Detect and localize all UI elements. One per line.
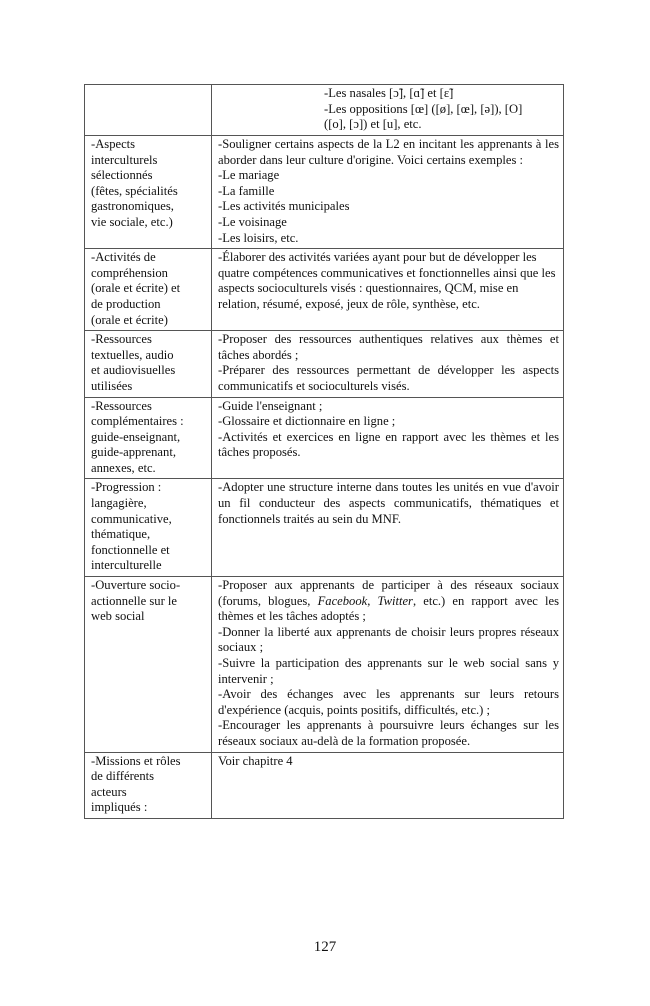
label-line: -Missions et rôles bbox=[91, 753, 181, 768]
row-label-cell bbox=[85, 752, 212, 818]
row-label-cell bbox=[85, 136, 212, 249]
label-line: vie sociale, etc.) bbox=[91, 214, 173, 229]
row-label-cell bbox=[85, 397, 212, 479]
row-label-cell bbox=[85, 577, 212, 753]
content-paragraph bbox=[218, 578, 559, 625]
label-line: -Progression : bbox=[91, 480, 162, 495]
label-line: acteurs bbox=[91, 784, 127, 799]
content-paragraph: -Le mariage bbox=[218, 168, 280, 183]
content-paragraph: -Suivre la participation des apprenants sur le web social sans y intervenir ; bbox=[218, 656, 559, 686]
label-line: langagière, bbox=[91, 496, 147, 511]
phonetics-oppositions: -Les oppositions [œ] ([ø], [œ], [ə]), [O] bbox=[324, 101, 523, 116]
row-content-cell bbox=[212, 479, 564, 577]
content-paragraph: -Donner la liberté aux apprenants de choisir leurs propres réseaux sociaux ; bbox=[218, 624, 559, 655]
label-line: complémentaires : bbox=[91, 414, 184, 429]
row-label-cell bbox=[85, 249, 212, 331]
row-label-cell bbox=[85, 479, 212, 577]
table-row bbox=[85, 752, 564, 818]
row-label-cell bbox=[85, 331, 212, 397]
text-run: -Proposer aux apprenants de participer à des réseaux sociaux (forums, blogues, bbox=[218, 578, 559, 608]
table-row bbox=[85, 577, 564, 753]
text-run: , etc.) en rapport avec les thèmes et les tâches adoptés ; bbox=[218, 593, 559, 624]
label-line: -Ressources bbox=[91, 398, 152, 413]
label-line: sélectionnés bbox=[91, 168, 153, 183]
label-line: -Aspects bbox=[91, 137, 136, 151]
facebook-text: Facebook bbox=[317, 593, 368, 608]
table-row bbox=[85, 249, 564, 331]
table-row bbox=[85, 136, 564, 249]
content-paragraph: -Souligner certains aspects de la L2 en incitant les apprenants à les aborder dans leur culture d'origine. Voici certains exemples : bbox=[218, 137, 559, 167]
phonetics-nasales: -Les nasales [ɔ̃], [ɑ̃] et [ɛ̃] bbox=[324, 86, 454, 100]
label-line: -Activités de bbox=[91, 250, 156, 265]
content-paragraph: -Préparer des ressources permettant de développer les aspects communicatifs et socioculturels visés. bbox=[218, 363, 559, 393]
content-paragraph: -Proposer des ressources authentiques relatives aux thèmes et tâches abordés ; bbox=[218, 332, 559, 362]
table-row bbox=[85, 479, 564, 577]
label-line: (orale et écrite) bbox=[91, 312, 168, 327]
content-paragraph: -Encourager les apprenants à poursuivre leurs échanges sur les réseaux sociaux au-delà de la formation proposée. bbox=[218, 718, 559, 748]
label-line: interculturels bbox=[91, 152, 158, 167]
label-line: gastronomiques, bbox=[91, 199, 174, 214]
row-content-cell bbox=[212, 752, 564, 818]
row-content-cell bbox=[212, 136, 564, 249]
row-content-cell bbox=[212, 397, 564, 479]
label-line: fonctionnelle et bbox=[91, 542, 170, 557]
label-line: thématique, bbox=[91, 527, 151, 542]
label-line: (fêtes, spécialités bbox=[91, 183, 178, 198]
phonetics-oppositions-cont: ([o], [ɔ]) et [u], etc. bbox=[324, 117, 422, 132]
label-line: et audiovisuelles bbox=[91, 363, 176, 378]
row-content-cell bbox=[212, 85, 564, 136]
label-line: utilisées bbox=[91, 378, 133, 393]
content-paragraph: -Guide l'enseignant ; bbox=[218, 398, 323, 413]
content-paragraph: Voir chapitre 4 bbox=[218, 753, 293, 768]
page-number: 127 bbox=[313, 939, 337, 955]
label-line: impliqués : bbox=[91, 800, 148, 815]
content-paragraph: -La famille bbox=[218, 183, 275, 198]
content-paragraph: -Avoir des échanges avec les apprenants sur leurs retours d'expérience (acquis, points positifs, difficultés, etc.) ; bbox=[218, 687, 559, 717]
content-table bbox=[84, 84, 564, 819]
label-line: guide-enseignant, bbox=[91, 429, 181, 444]
label-line: web social bbox=[91, 609, 145, 624]
row-content-cell bbox=[212, 331, 564, 397]
label-line: -Ouverture socio- bbox=[91, 578, 181, 593]
content-paragraph: -Élaborer des activités variées ayant pour but de développer les quatre compétences communicatives et fonctionnelles ainsi que les aspects socioculturels visés : questionnaires, QCM, mise en relation, résumé, exposé, jeux de rôle, synthèse, etc. bbox=[218, 250, 556, 311]
table-row bbox=[85, 331, 564, 397]
content-paragraph: -Glossaire et dictionnaire en ligne ; bbox=[218, 414, 396, 429]
table-row bbox=[85, 397, 564, 479]
label-line: actionnelle sur le bbox=[91, 593, 178, 608]
label-line: communicative, bbox=[91, 511, 172, 526]
label-line: de production bbox=[91, 296, 161, 311]
label-line: compréhension bbox=[91, 265, 168, 280]
content-paragraph: -Activités et exercices en ligne en rapport avec les thèmes et les tâches proposés. bbox=[218, 429, 559, 460]
label-line: textuelles, audio bbox=[91, 347, 174, 362]
content-paragraph: -Adopter une structure interne dans toutes les unités en vue d'avoir un fil conducteur des aspects communicatifs, thématiques et fonctionnels traités au sein du MNF. bbox=[218, 480, 559, 526]
row-content-cell bbox=[212, 249, 564, 331]
row-content-cell bbox=[212, 577, 564, 753]
label-line: de différents bbox=[91, 769, 155, 784]
label-line: guide-apprenant, bbox=[91, 445, 176, 460]
label-line: annexes, etc. bbox=[91, 460, 156, 475]
label-line: -Ressources bbox=[91, 332, 152, 347]
twitter-text: Twitter bbox=[377, 593, 413, 608]
content-paragraph: -Les loisirs, etc. bbox=[218, 230, 299, 245]
label-line: interculturelle bbox=[91, 558, 162, 573]
label-line: (orale et écrite) et bbox=[91, 281, 181, 296]
table-row bbox=[85, 85, 564, 136]
content-paragraph: -Les activités municipales bbox=[218, 199, 350, 214]
text-run: , bbox=[367, 593, 378, 608]
content-paragraph: -Le voisinage bbox=[218, 214, 287, 229]
row-label-cell bbox=[85, 85, 212, 136]
